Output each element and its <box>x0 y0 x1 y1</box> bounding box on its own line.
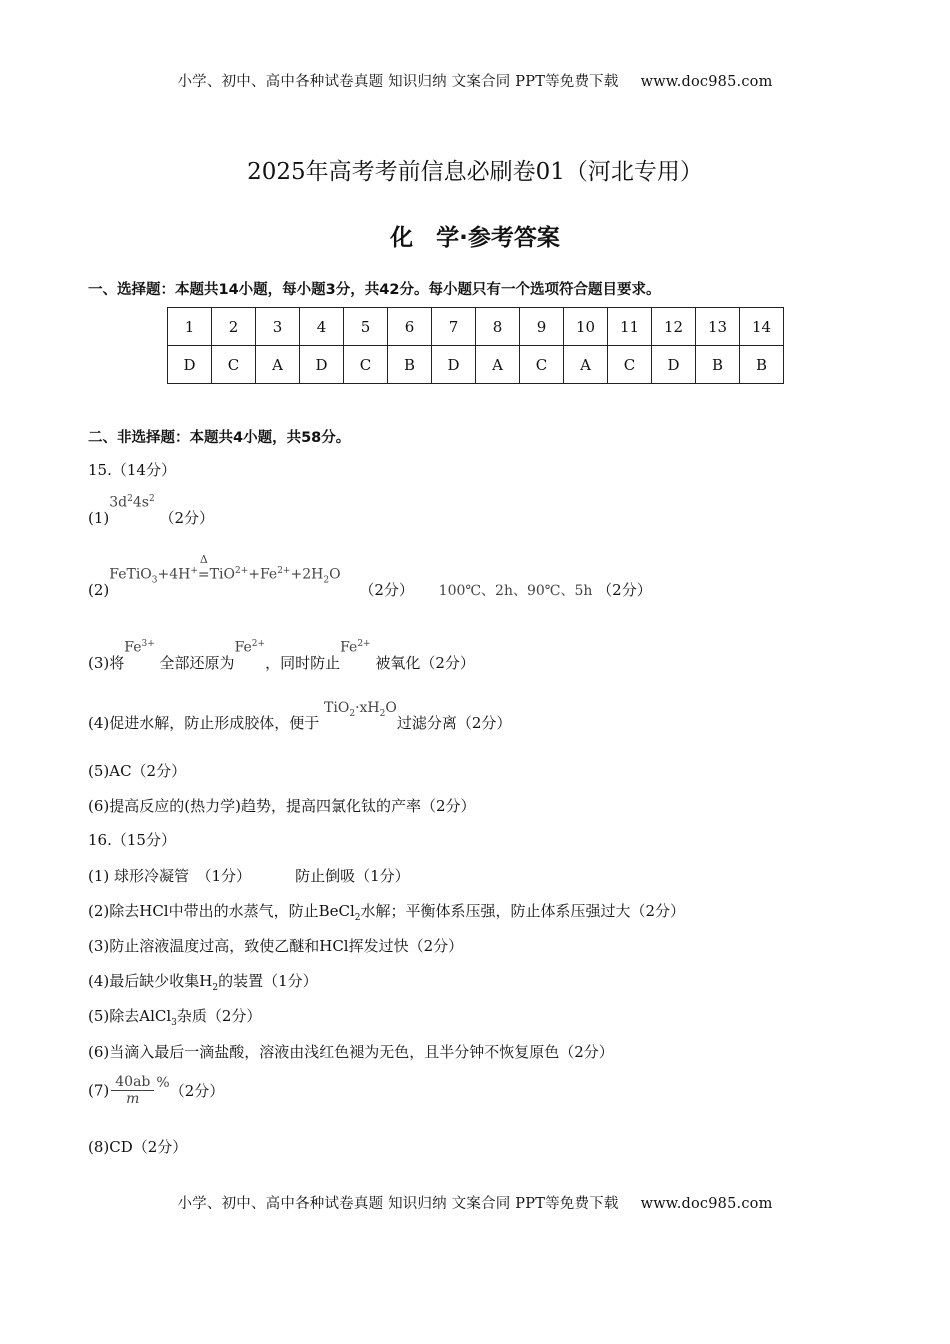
question-number-cell: 2 <box>212 308 256 346</box>
answer-cell: D <box>168 346 212 384</box>
q16-header: 16.（15分） <box>88 831 176 849</box>
q15-part3: (3)将$Fe^{3+}$ 全部还原为$Fe^{2+}$，同时防止$Fe^{2+}$ 被氧化（2分） <box>88 639 475 672</box>
question-number-cell: 5 <box>344 308 388 346</box>
question-number-cell: 7 <box>432 308 476 346</box>
section1-heading: 一、选择题：本题共14小题，每小题3分，共42分。每小题只有一个选项符合题目要求。 <box>88 282 661 298</box>
answer-cell: C <box>212 346 256 384</box>
answer-table <box>167 307 784 384</box>
answer-cell: C <box>344 346 388 384</box>
section2-heading: 二、非选择题：本题共4小题，共58分。 <box>88 430 351 446</box>
question-number-cell: 11 <box>608 308 652 346</box>
answer-cell: A <box>476 346 520 384</box>
q16-part6: (6)当滴入最后一滴盐酸，溶液由浅红色褪为无色，且半分钟不恢复原色（2分） <box>88 1043 614 1061</box>
answer-cell: B <box>388 346 432 384</box>
question-number-cell: 13 <box>696 308 740 346</box>
question-number-cell: 14 <box>740 308 784 346</box>
answer-table-answer-row <box>168 346 784 384</box>
banner-text: 小学、初中、高中各种试卷真题 知识归纳 文案合同 PPT等免费下载 <box>177 74 619 90</box>
q16-part2: (2)除去HCl中带出的水蒸气，防止BeCl$_2$水解；平衡体系压强，防止体系压强过大（2分） <box>88 902 686 923</box>
q15-part2: (2)FeTiO$_3$+4H+ Δ $=TiO^{2+}+Fe^{2+}+2H_2O$ （2分） 100℃、2h、90℃、5h （2分） <box>88 553 652 599</box>
banner-url[interactable]: www.doc985.com <box>640 74 773 90</box>
answer-cell: A <box>564 346 608 384</box>
question-number-cell: 6 <box>388 308 432 346</box>
answer-cell: B <box>696 346 740 384</box>
page-title: 2025年高考考前信息必刷卷01（河北专用） <box>247 159 703 185</box>
answer-cell: D <box>300 346 344 384</box>
page-subtitle: 化 学·参考答案 <box>390 225 560 251</box>
answer-cell: D <box>432 346 476 384</box>
q15-header: 15.（14分） <box>88 461 176 479</box>
answer-cell: C <box>608 346 652 384</box>
header-banner <box>0 70 950 91</box>
answer-table-number-row <box>168 308 784 346</box>
q16-fraction: $\frac{40ab}{m}$ <box>111 1074 154 1107</box>
q15-part5: (5)AC（2分） <box>88 762 187 780</box>
q16-part4: (4)最后缺少收集$H_2$的装置（1分） <box>88 972 318 993</box>
answer-cell: D <box>652 346 696 384</box>
q15-part6: (6)提高反应的(热力学)趋势，提高四氯化钛的产率（2分） <box>88 797 476 815</box>
question-number-cell: 3 <box>256 308 300 346</box>
banner-text: 小学、初中、高中各种试卷真题 知识归纳 文案合同 PPT等免费下载 <box>177 1196 619 1212</box>
banner-url[interactable]: www.doc985.com <box>640 1196 773 1212</box>
q16-part7: (7) $\frac{40ab}{m}$ %（2分） <box>88 1074 225 1107</box>
question-number-cell: 1 <box>168 308 212 346</box>
question-number-cell: 8 <box>476 308 520 346</box>
question-number-cell: 10 <box>564 308 608 346</box>
answer-cell: C <box>520 346 564 384</box>
q15-equation: FeTiO$_3$+4H+ Δ $=TiO^{2+}+Fe^{2+}+2H_2O$ <box>109 553 341 586</box>
q15-electron-config: $3d^24s^2$ <box>109 494 155 511</box>
question-number-cell: 9 <box>520 308 564 346</box>
q16-part5: (5)除去AlCl$_3$杂质（2分） <box>88 1007 262 1028</box>
q16-part3: (3)防止溶液温度过高，致使乙醚和HCl挥发过快（2分） <box>88 937 464 955</box>
q16-part8: (8)CD（2分） <box>88 1138 188 1156</box>
question-number-cell: 4 <box>300 308 344 346</box>
footer-banner <box>0 1192 950 1213</box>
q15-part1: $(1)3d^24s^2$ （2分） <box>88 494 215 527</box>
q16-part1: (1) 球形冷凝管 （1分） 防止倒吸（1分） <box>88 867 410 885</box>
q15-part4: (4)促进水解，防止形成胶体，便于 $TiO_2\cdot xH_2O$过滤分离（2分） <box>88 700 512 732</box>
answer-cell: B <box>740 346 784 384</box>
question-number-cell: 12 <box>652 308 696 346</box>
answer-cell: A <box>256 346 300 384</box>
